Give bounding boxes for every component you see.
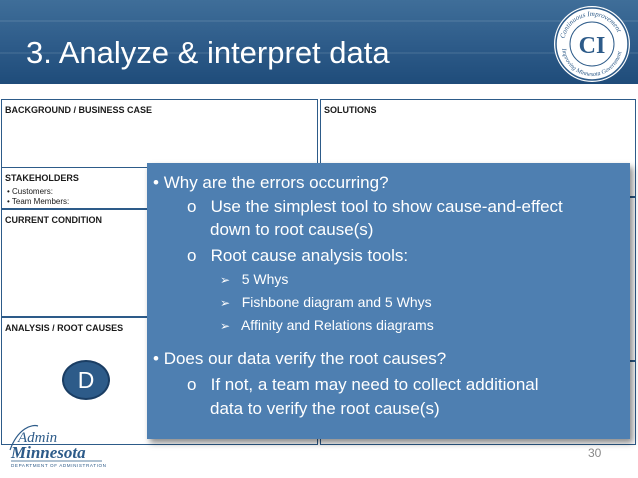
- background-label: BACKGROUND / BUSINESS CASE: [5, 105, 153, 115]
- seal-monogram: CI: [578, 33, 606, 59]
- header-stripe: [0, 20, 638, 22]
- arrow-bullet-icon: ➢: [220, 296, 231, 310]
- stakeholders-label: STAKEHOLDERS: [5, 173, 79, 183]
- tool-item: ➢ Fishbone diagram and 5 Whys: [220, 294, 432, 310]
- tool-item: ➢ Affinity and Relations diagrams: [220, 317, 434, 333]
- analysis-label: ANALYSIS / ROOT CAUSES: [5, 323, 124, 333]
- seal-bottom-text: Improving Minnesota Government: [560, 48, 624, 79]
- callout-bullet-verify: • Does our data verify the root causes?: [153, 349, 447, 368]
- current-condition-label: CURRENT CONDITION: [5, 215, 102, 225]
- slide-header: [0, 0, 638, 84]
- logo-line1: Admin: [18, 430, 58, 446]
- slide-title: 3. Analyze & interpret data: [26, 35, 390, 70]
- continuous-improvement-seal: [552, 4, 632, 84]
- analysis-callout: [147, 163, 630, 439]
- seal-top-text: Continuous Improvement: [558, 9, 623, 40]
- solutions-label: SOLUTIONS: [324, 105, 377, 115]
- callout-sub-bullet: o Root cause analysis tools:: [187, 246, 409, 265]
- callout-sub-bullet: o If not, a team may need to collect additional: [187, 375, 539, 394]
- background-cell: [1, 99, 318, 171]
- stakeholder-item: • Team Members:: [7, 197, 70, 206]
- callout-sub-bullet-continuation: data to verify the root cause(s): [210, 399, 440, 418]
- stakeholder-item: • Customers:: [7, 187, 53, 196]
- page-number: 30: [588, 446, 602, 460]
- arrow-bullet-icon: ➢: [220, 273, 231, 287]
- logo-tagline: DEPARTMENT OF ADMINISTRATION: [11, 463, 107, 468]
- tool-item: ➢ 5 Whys: [220, 271, 289, 287]
- callout-sub-bullet-continuation: down to root cause(s): [210, 220, 374, 239]
- callout-bullet-why: • Why are the errors occurring?: [153, 173, 389, 192]
- admin-minnesota-logo: [8, 422, 128, 470]
- logo-line2: Minnesota: [11, 443, 86, 462]
- step-d-badge: D: [62, 360, 110, 400]
- arrow-bullet-icon: ➢: [220, 319, 231, 333]
- callout-sub-bullet: o Use the simplest tool to show cause-and-effect: [187, 197, 563, 216]
